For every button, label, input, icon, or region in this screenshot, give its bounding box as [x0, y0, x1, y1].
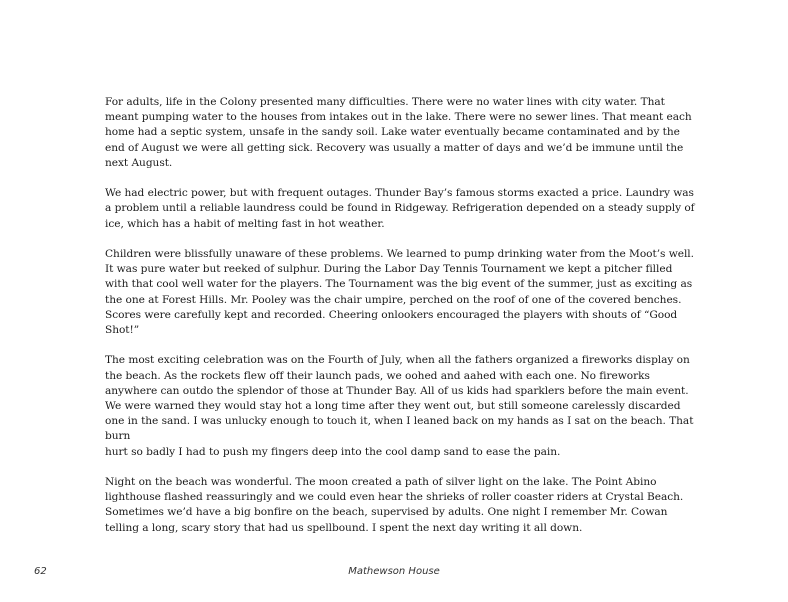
- page-number: 62: [34, 566, 47, 577]
- body-text: [105, 95, 695, 551]
- paragraph-electric-power: We had electric power, but with frequent outages. Thunder Bay’s famous storms exacted a price. Laundry was a problem until a reliable laundress could be found in Ridgeway. Refrigeration depended on a steady supply of ice, which has a habit of melting fast in hot weather.: [105, 187, 695, 230]
- paragraph-children-tournament: Children were blissfully unaware of these problems. We learned to pump drinking water from the Moot’s well. It was pure water but reeked of sulphur. During the Labor Day Tennis Tournament we kept a pitcher filled with that cool well water for the players. The Tournament was the big event of the summer, just as exciting as the one at Forest Hills. Mr. Pooley was the chair umpire, perched on the roof of one of the covered benches. Scores were carefully kept and recorded. Cheering onlookers encouraged the players with shouts of “Good Shot!”: [105, 248, 694, 337]
- running-footer-title: Mathewson House: [348, 566, 440, 577]
- paragraph-night-on-beach: Night on the beach was wonderful. The moon created a path of silver light on the lake. The Point Abino lighthouse flashed reassuringly and we could even hear the shrieks of roller coaster riders at Crystal Beach. Sometimes we’d have a big bonfire on the beach, supervised by adults. One night I remember Mr. Cowan telling a long, scary story that had us spellbound. I spent the next day writing it all down.: [105, 476, 684, 534]
- paragraph-fourth-of-july: The most exciting celebration was on the Fourth of July, when all the fathers organized a fireworks display on the beach. As the rockets flew off their launch pads, we oohed and aahed with each one. No fireworks anywhere can outdo the splendor of those at Thunder Bay. All of us kids had sparklers before the main event. We were warned they would stay hot a long time after they went out, but still someone carelessly discarded one in the sand. I was unlucky enough to touch it, when I leaned back on my hands as I sat on the beach. That burn hurt so badly I had to push my fingers deep into the cool damp sand to ease the pain.: [105, 354, 694, 458]
- paragraph-colony-difficulties: For adults, life in the Colony presented many difficulties. There were no water lines with city water. That meant pumping water to the houses from intakes out in the lake. There were no sewer lines. That meant each home had a septic system, unsafe in the sandy soil. Lake water eventually became contaminated and by the end of August we were all getting sick. Recovery was usually a matter of days and we’d be immune until the next August.: [105, 96, 692, 169]
